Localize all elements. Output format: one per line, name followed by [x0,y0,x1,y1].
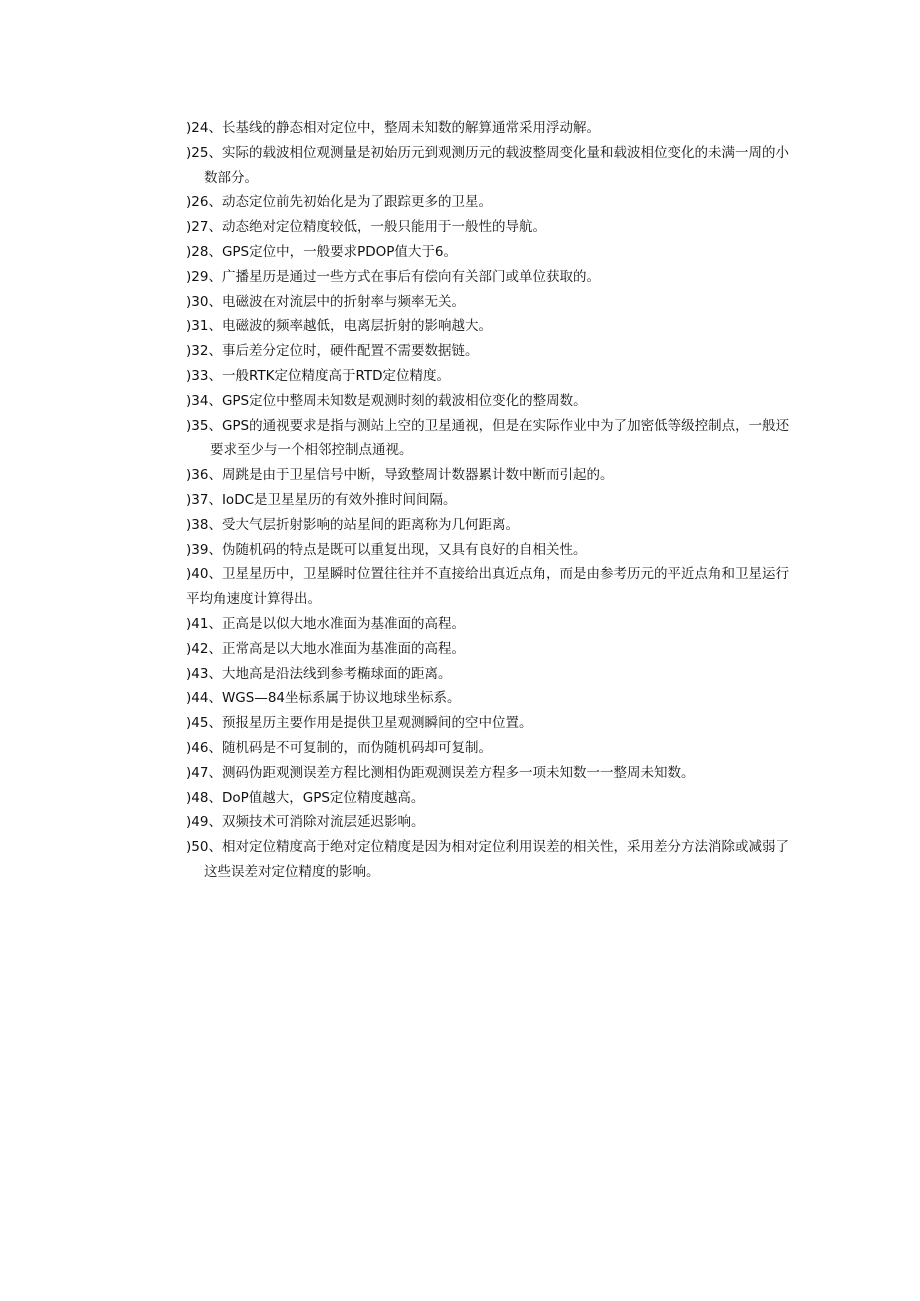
question-text: 受大气层折射影响的站星间的距离称为几何距离。 [221,516,519,533]
true-false-question-list [186,116,798,885]
question-number: )47、 [186,764,222,781]
question-number: )35、 [186,417,222,434]
question-36 [186,463,798,488]
question-text: 长基线的静态相对定位中，整周未知数的解算通常采用浮动解。 [221,120,600,136]
question-text: 广播星历是通过一些方式在事后有偿向有关部门或单位获取的。 [221,268,600,285]
question-38 [186,513,798,538]
question-text: 动态绝对定位精度较低，一般只能用于一般性的导航。 [221,219,546,236]
question-text: GPS定位中整周未知数是观测时刻的载波相位变化的整周数。 [221,392,587,409]
question-28 [186,240,798,265]
question-number: )31、 [186,318,222,335]
question-number: )36、 [186,467,222,484]
question-number: )27、 [186,219,222,236]
question-number: )28、 [186,243,222,260]
question-25 [186,141,798,191]
question-40 [186,562,798,612]
question-number: )32、 [186,343,222,360]
question-48 [186,786,798,811]
question-50 [186,835,798,885]
question-text: 伪随机码的特点是既可以重复出现，又具有良好的自相关性。 [221,541,587,558]
question-number: )41、 [186,615,222,632]
question-number: )24、 [186,120,222,136]
question-24 [186,116,798,141]
question-number: )37、 [186,491,222,508]
question-43 [186,662,798,687]
question-33 [186,364,798,389]
question-text: 测码伪距观测误差方程比测相伪距观测误差方程多一项未知数一一整周未知数。 [221,764,695,781]
question-34 [186,389,798,414]
question-29 [186,265,798,290]
question-text: IoDC是卫星星历的有效外推时间间隔。 [221,491,457,508]
question-text: 相对定位精度高于绝对定位精度是因为相对定位利用误差的相关性，采用差分方法消除或减弱了这些误差对定位精度的影响。 [204,839,789,880]
question-37 [186,488,798,513]
question-text: 动态定位前先初始化是为了跟踪更多的卫星。 [221,194,492,211]
question-number: )43、 [186,665,222,682]
question-number: )49、 [186,814,222,831]
question-number: )25、 [186,144,222,161]
question-text: GPS的通视要求是指与测站上空的卫星通视，但是在实际作业中为了加密低等级控制点，一般还要求至少与一个相邻控制点通视。 [210,417,790,459]
question-number: )44、 [186,690,222,707]
question-number: )42、 [186,640,222,657]
question-text: 电磁波在对流层中的折射率与频率无关。 [221,293,465,310]
question-number: )34、 [186,392,222,409]
question-text: 实际的载波相位观测量是初始历元到观测历元的载波整周变化量和载波相位变化的未满一周的小数部分。 [204,144,789,186]
question-26 [186,190,798,215]
question-text: 一般RTK定位精度高于RTD定位精度。 [221,367,450,384]
question-number: )33、 [186,367,222,384]
question-text: 周跳是由于卫星信号中断，导致整周计数器累计数中断而引起的。 [221,467,614,484]
question-text: 卫星星历中，卫星瞬时位置往往并不直接给出真近点角，而是由参考历元的平近点角和卫星运行平均角速度计算得出。 [186,566,789,608]
question-45 [186,711,798,736]
question-42 [186,637,798,662]
question-30 [186,290,798,315]
question-49 [186,810,798,835]
question-text: 随机码是不可复制的，而伪随机码却可复制。 [221,739,492,756]
question-text: 正高是以似大地水准面为基准面的高程。 [221,615,465,632]
question-number: )30、 [186,293,222,310]
question-number: )46、 [186,739,222,756]
question-text: 预报星历主要作用是提供卫星观测瞬间的空中位置。 [221,715,533,732]
question-number: )39、 [186,541,222,558]
question-number: )38、 [186,516,222,533]
question-32 [186,339,798,364]
question-text: 事后差分定位时，硬件配置不需要数据链。 [221,343,479,360]
question-27 [186,215,798,240]
question-44 [186,686,798,711]
question-number: )48、 [186,789,222,806]
question-31 [186,314,798,339]
question-text: 双频技术可消除对流层延迟影响。 [221,814,425,831]
question-number: )45、 [186,715,222,732]
question-text: 电磁波的频率越低，电离层折射的影响越大。 [221,318,492,335]
question-47 [186,761,798,786]
question-text: DoP值越大，GPS定位精度越高。 [221,789,425,806]
question-35 [186,414,798,464]
question-41 [186,612,798,637]
question-39 [186,538,798,563]
question-number: )26、 [186,194,222,211]
question-number: )40、 [186,566,222,583]
question-text: WGS—84坐标系属于协议地球坐标系。 [221,690,461,707]
question-text: 大地高是沿法线到参考椭球面的距离。 [221,665,452,682]
question-46 [186,736,798,761]
question-number: )50、 [186,839,222,856]
question-text: GPS定位中，一般要求PDOP值大于6。 [221,243,458,260]
question-number: )29、 [186,268,222,285]
question-text: 正常高是以大地水准面为基准面的高程。 [221,640,465,657]
